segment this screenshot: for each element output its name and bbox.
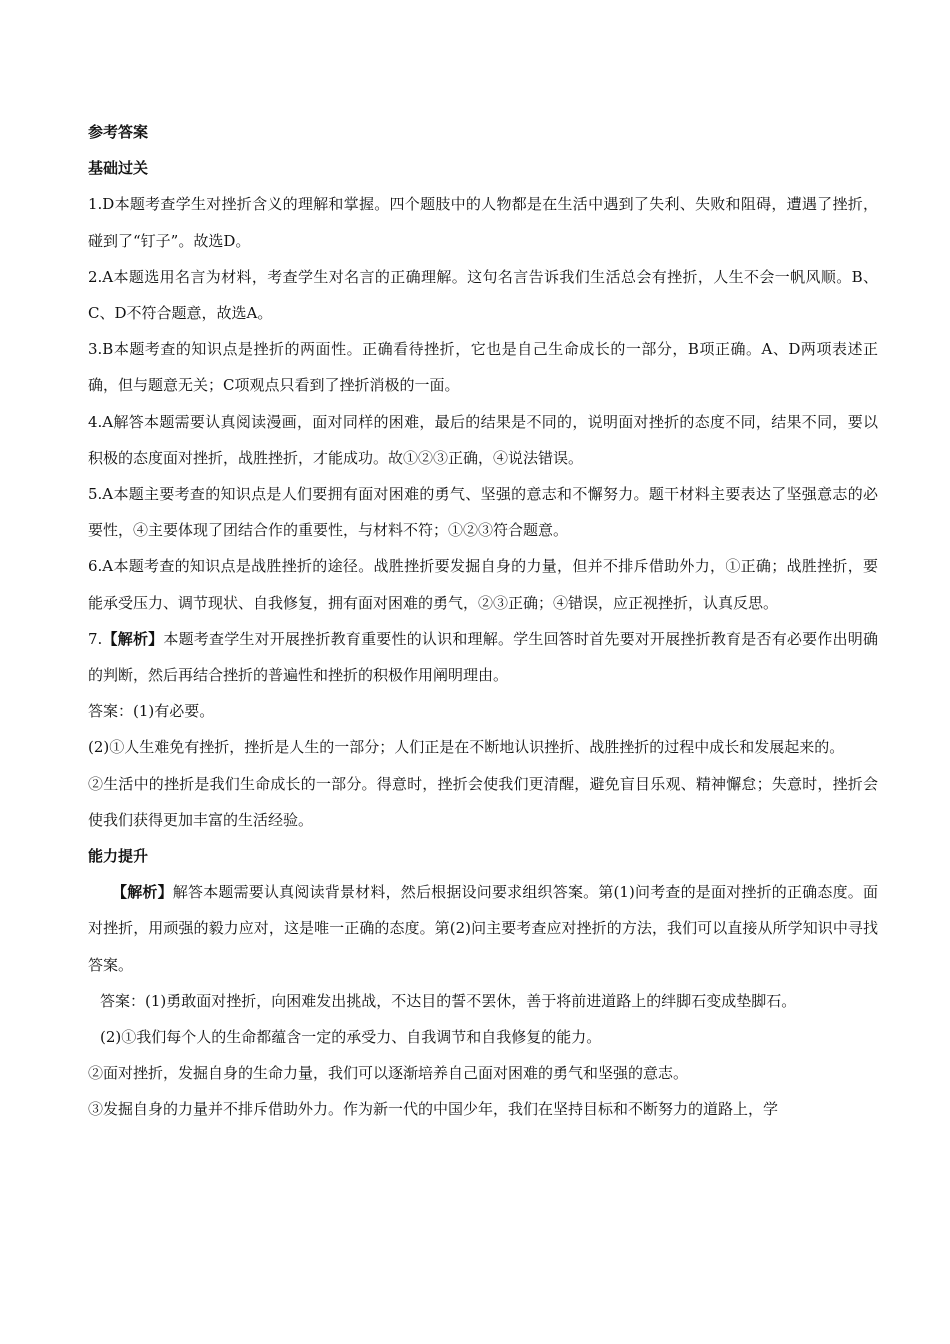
item-7-number: 7. [88, 629, 103, 648]
document-title: 参考答案 [88, 123, 149, 141]
item-7-answer-2: (2)①人生难免有挫折，挫折是人生的一部分；人们正是在不断地认识挫折、战胜挫折的过程中成长和发展起来的。 [88, 738, 845, 757]
advanced-answer-3: ②面对挫折，发掘自身的生命力量，我们可以逐渐培养自己面对困难的勇气和坚强的意志。 [88, 1064, 689, 1083]
item-7-answer-1: 答案：(1)有必要。 [88, 702, 215, 721]
advanced-analysis [88, 874, 878, 983]
answer-item-7 [88, 621, 878, 693]
section-heading-advanced: 能力提升 [88, 847, 149, 866]
advanced-answer-2: (2)①我们每个人的生命都蕴含一定的承受力、自我调节和自我修复的能力。 [100, 1028, 602, 1047]
section-heading-basic: 基础过关 [88, 159, 149, 178]
answer-item-2: 2.A本题选用名言为材料，考查学生对名言的正确理解。这句名言告诉我们生活总会有挫折，人生不会一帆风顺。B、C、D不符合题意，故选A。 [88, 267, 878, 323]
advanced-answer-4: ③发掘自身的力量并不排斥借助外力。作为新一代的中国少年，我们在坚持目标和不断努力的道路上，学 [88, 1100, 779, 1119]
answer-item-4: 4.A解答本题需要认真阅读漫画，面对同样的困难，最后的结果是不同的，说明面对挫折的态度不同，结果不同，要以积极的态度面对挫折，战胜挫折，才能成功。故①②③正确，④说法错误。 [88, 412, 878, 467]
analysis-tag: 【解析】 [102, 629, 164, 648]
item-7-analysis: 本题考查学生对开展挫折教育重要性的认识和理解。学生回答时首先要对开展挫折教育是否有必要作出明确的判断，然后再结合挫折的普遍性和挫折的积极作用阐明理由。 [88, 629, 878, 685]
answer-document [88, 114, 878, 1128]
advanced-analysis-text: 解答本题需要认真阅读背景材料，然后根据设问要求组织答案。第(1)问考查的是面对挫折的正确态度。面对挫折，用顽强的毅力应对，这是唯一正确的态度。第(2)问主要考查应对挫折的方法，我们可以直接从所学知识中寻找答案。 [88, 883, 878, 974]
answer-item-6: 6.A本题考查的知识点是战胜挫折的途径。战胜挫折要发掘自身的力量，但并不排斥借助外力，①正确；战胜挫折，要能承受压力、调节现状、自我修复，拥有面对困难的勇气，②③正确；④错误，应正视挫折，认真反思。 [88, 557, 878, 612]
answer-item-5: 5.A本题主要考查的知识点是人们要拥有面对困难的勇气、坚强的意志和不懈努力。题干材料主要表达了坚强意志的必要性，④主要体现了团结合作的重要性，与材料不符；①②③符合题意。 [88, 485, 878, 540]
answer-item-1: 1.D本题考查学生对挫折含义的理解和掌握。四个题肢中的人物都是在生活中遇到了失利、失败和阻碍，遭遇了挫折，碰到了“钉子”。故选D。 [88, 195, 878, 250]
answer-item-3: 3.B本题考查的知识点是挫折的两面性。正确看待挫折，它也是自己生命成长的一部分，B项正确。A、D两项表述正确，但与题意无关；C项观点只看到了挫折消极的一面。 [88, 340, 878, 395]
item-7-answer-3: ②生活中的挫折是我们生命成长的一部分。得意时，挫折会使我们更清醒，避免盲目乐观、精神懈怠；失意时，挫折会使我们获得更加丰富的生活经验。 [88, 774, 878, 829]
analysis-tag: 【解析】 [112, 883, 173, 902]
advanced-answer-1: 答案：(1)勇敢面对挫折，向困难发出挑战，不达目的誓不罢休，善于将前进道路上的绊脚石变成垫脚石。 [100, 991, 797, 1010]
